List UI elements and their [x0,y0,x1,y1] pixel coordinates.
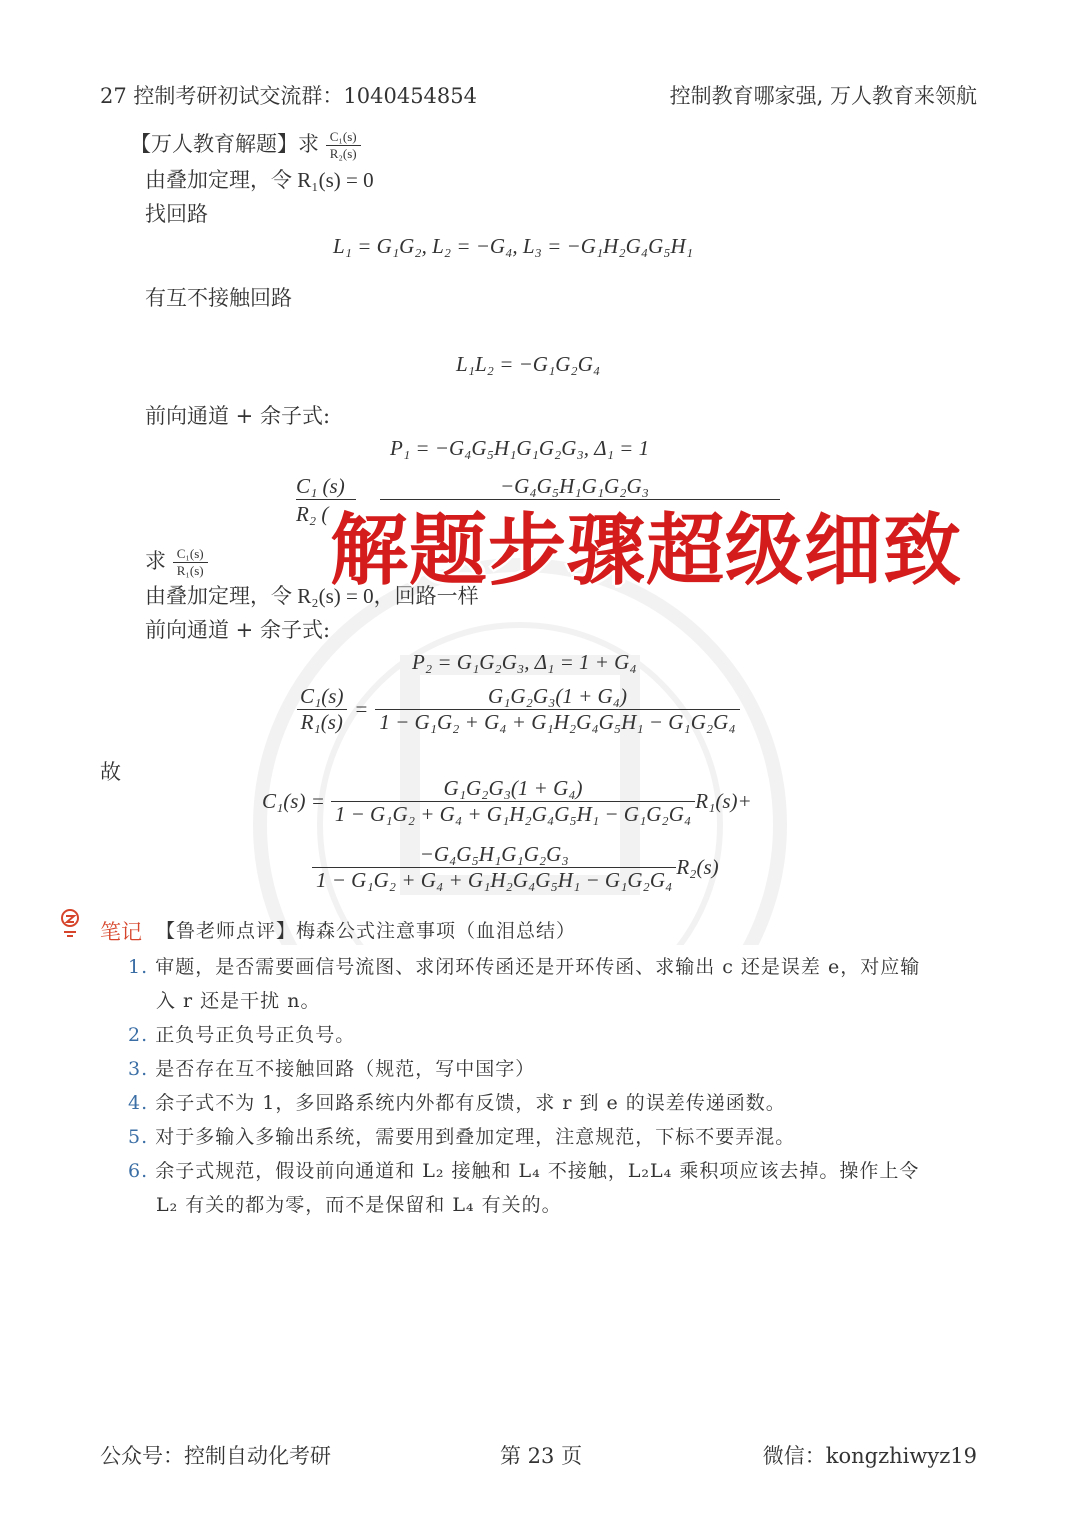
note-label: 笔记 [100,920,142,944]
footer-left: 公众号：控制自动化考研 [100,1444,331,1468]
p1-equation: P₁ = −G₄G₅H₁G₁G₂G₃, Δ₁ = 1 [390,436,650,460]
note-item-text: 余子式不为 1，多回路系统内外都有反馈，求 r 到 e 的误差传递函数。 [155,1092,786,1114]
tf2-rhs-den: 1 − G₁G₂ + G₄ + G₁H₂G₄G₅H₁ − G₁G₂G₄ [375,709,739,735]
header-left: 27 控制考研初试交流群：1040454854 [100,84,478,108]
note-item-text: 对于多输入多输出系统，需要用到叠加定理，注意规范，下标不要弄混。 [155,1126,796,1148]
step-find-loops: 找回路 [145,202,208,226]
note-item-3 [128,1054,535,1081]
step-superposition-2: 由叠加定理，令 R₂(s) = 0，回路一样 [145,584,479,608]
tf1-lhs-den: R₂ ( [296,502,329,526]
nontouch-equation: L₁L₂ = −G₁G₂G₄ [456,352,601,376]
tf1-lhs-num: C₁ (s) [296,474,345,498]
final-num-2: −G₄G₅H₁G₁G₂G₃ [419,842,569,866]
step-superposition-1: 由叠加定理，令 R₁(s) = 0 [145,168,374,192]
heading-fraction [326,129,361,162]
step5-frac-num: C₁(s) [176,546,204,561]
note-item-number: 3. [128,1058,149,1080]
tf2-lhs [296,684,347,735]
note-item-5 [128,1122,795,1149]
tf1-rhs-num: −G₄G₅H₁G₁G₂G₃ [500,474,649,498]
p2-equation: P₂ = G₁G₂G₃, Δ₁ = 1 + G₄ [412,650,637,674]
final-tail-2: R₂(s) [676,855,719,879]
loops-equation: L₁ = G₁G₂, L₂ = −G₄, L₃ = −G₁H₂G₄G₅H₁ [333,234,694,258]
note-item-text: 审题，是否需要画信号流图、求闭环传函还是开环传函、求输出 c 还是误差 e，对应输 [155,956,921,978]
equals-sign: = [355,697,368,721]
final-line-1 [262,776,752,827]
solution-heading-text: 【万人教育解题】求 [130,132,319,156]
note-item-1-cont: 入 r 还是干扰 n。 [156,990,321,1012]
heading-frac-num: C₁(s) [329,129,357,144]
note-item-4 [128,1088,786,1115]
overlay-caption: 解题步骤超级细致 [330,506,963,596]
step-find-c1-r1 [145,545,208,579]
tf2-lhs-num: C₁(s) [300,684,344,708]
tf2-lhs-den: R₁(s) [297,709,347,735]
note-pen-icon [58,908,82,938]
final-tail-1: R₁(s)+ [695,789,752,813]
step-forward-path-1: 前向通道 + 余子式: [145,404,331,428]
final-den-1: 1 − G₁G₂ + G₄ + G₁H₂G₄G₅H₁ − G₁G₂G₄ [331,801,695,827]
therefore-label: 故 [100,760,121,784]
step5-frac-den: R₁(s) [173,562,208,579]
solution-heading [130,128,361,162]
note-item-text: 是否存在互不接触回路（规范，写中国字） [155,1058,536,1080]
tf2-rhs-num: G₁G₂G₃(1 + G₄) [487,684,627,708]
note-item-number: 5. [128,1126,149,1148]
tf2-rhs [375,684,739,735]
note-item-number: 6. [128,1160,149,1182]
page-number: 第 23 页 [500,1444,583,1468]
tf2-equation [296,684,740,735]
final-frac-2 [312,842,676,893]
header-right: 控制教育哪家强, 万人教育来领航 [669,84,977,108]
note-item-number: 2. [128,1024,149,1046]
note-item-number: 1. [128,956,149,978]
note-item-number: 4. [128,1092,149,1114]
final-num-1: G₁G₂G₃(1 + G₄) [443,776,583,800]
footer-right: 微信：kongzhiwyz19 [762,1444,977,1468]
note-title: 【鲁老师点评】梅森公式注意事项（血泪总结） [156,920,577,942]
heading-frac-den: R₂(s) [326,145,361,162]
final-lhs: C₁(s) = [262,789,325,813]
note-item-2 [128,1020,355,1047]
note-item-1 [128,952,920,979]
step-nontouching: 有互不接触回路 [145,286,292,310]
step5-prefix: 求 [145,549,166,573]
note-item-text: 余子式规范，假设前向通道和 L₂ 接触和 L₄ 不接触，L₂L₄ 乘积项应该去掉。操作上令 [155,1160,920,1182]
final-den-2: 1 − G₁G₂ + G₄ + G₁H₂G₄G₅H₁ − G₁G₂G₄ [312,867,676,893]
note-item-6 [128,1156,919,1183]
note-item-text: 正负号正负号正负号。 [155,1024,356,1046]
final-frac-1 [331,776,695,827]
note-item-6-cont: L₂ 有关的都为零，而不是保留和 L₄ 有关的。 [156,1194,562,1216]
step5-fraction [173,546,208,579]
final-line-2 [312,842,719,893]
step-forward-path-2: 前向通道 + 余子式: [145,618,331,642]
